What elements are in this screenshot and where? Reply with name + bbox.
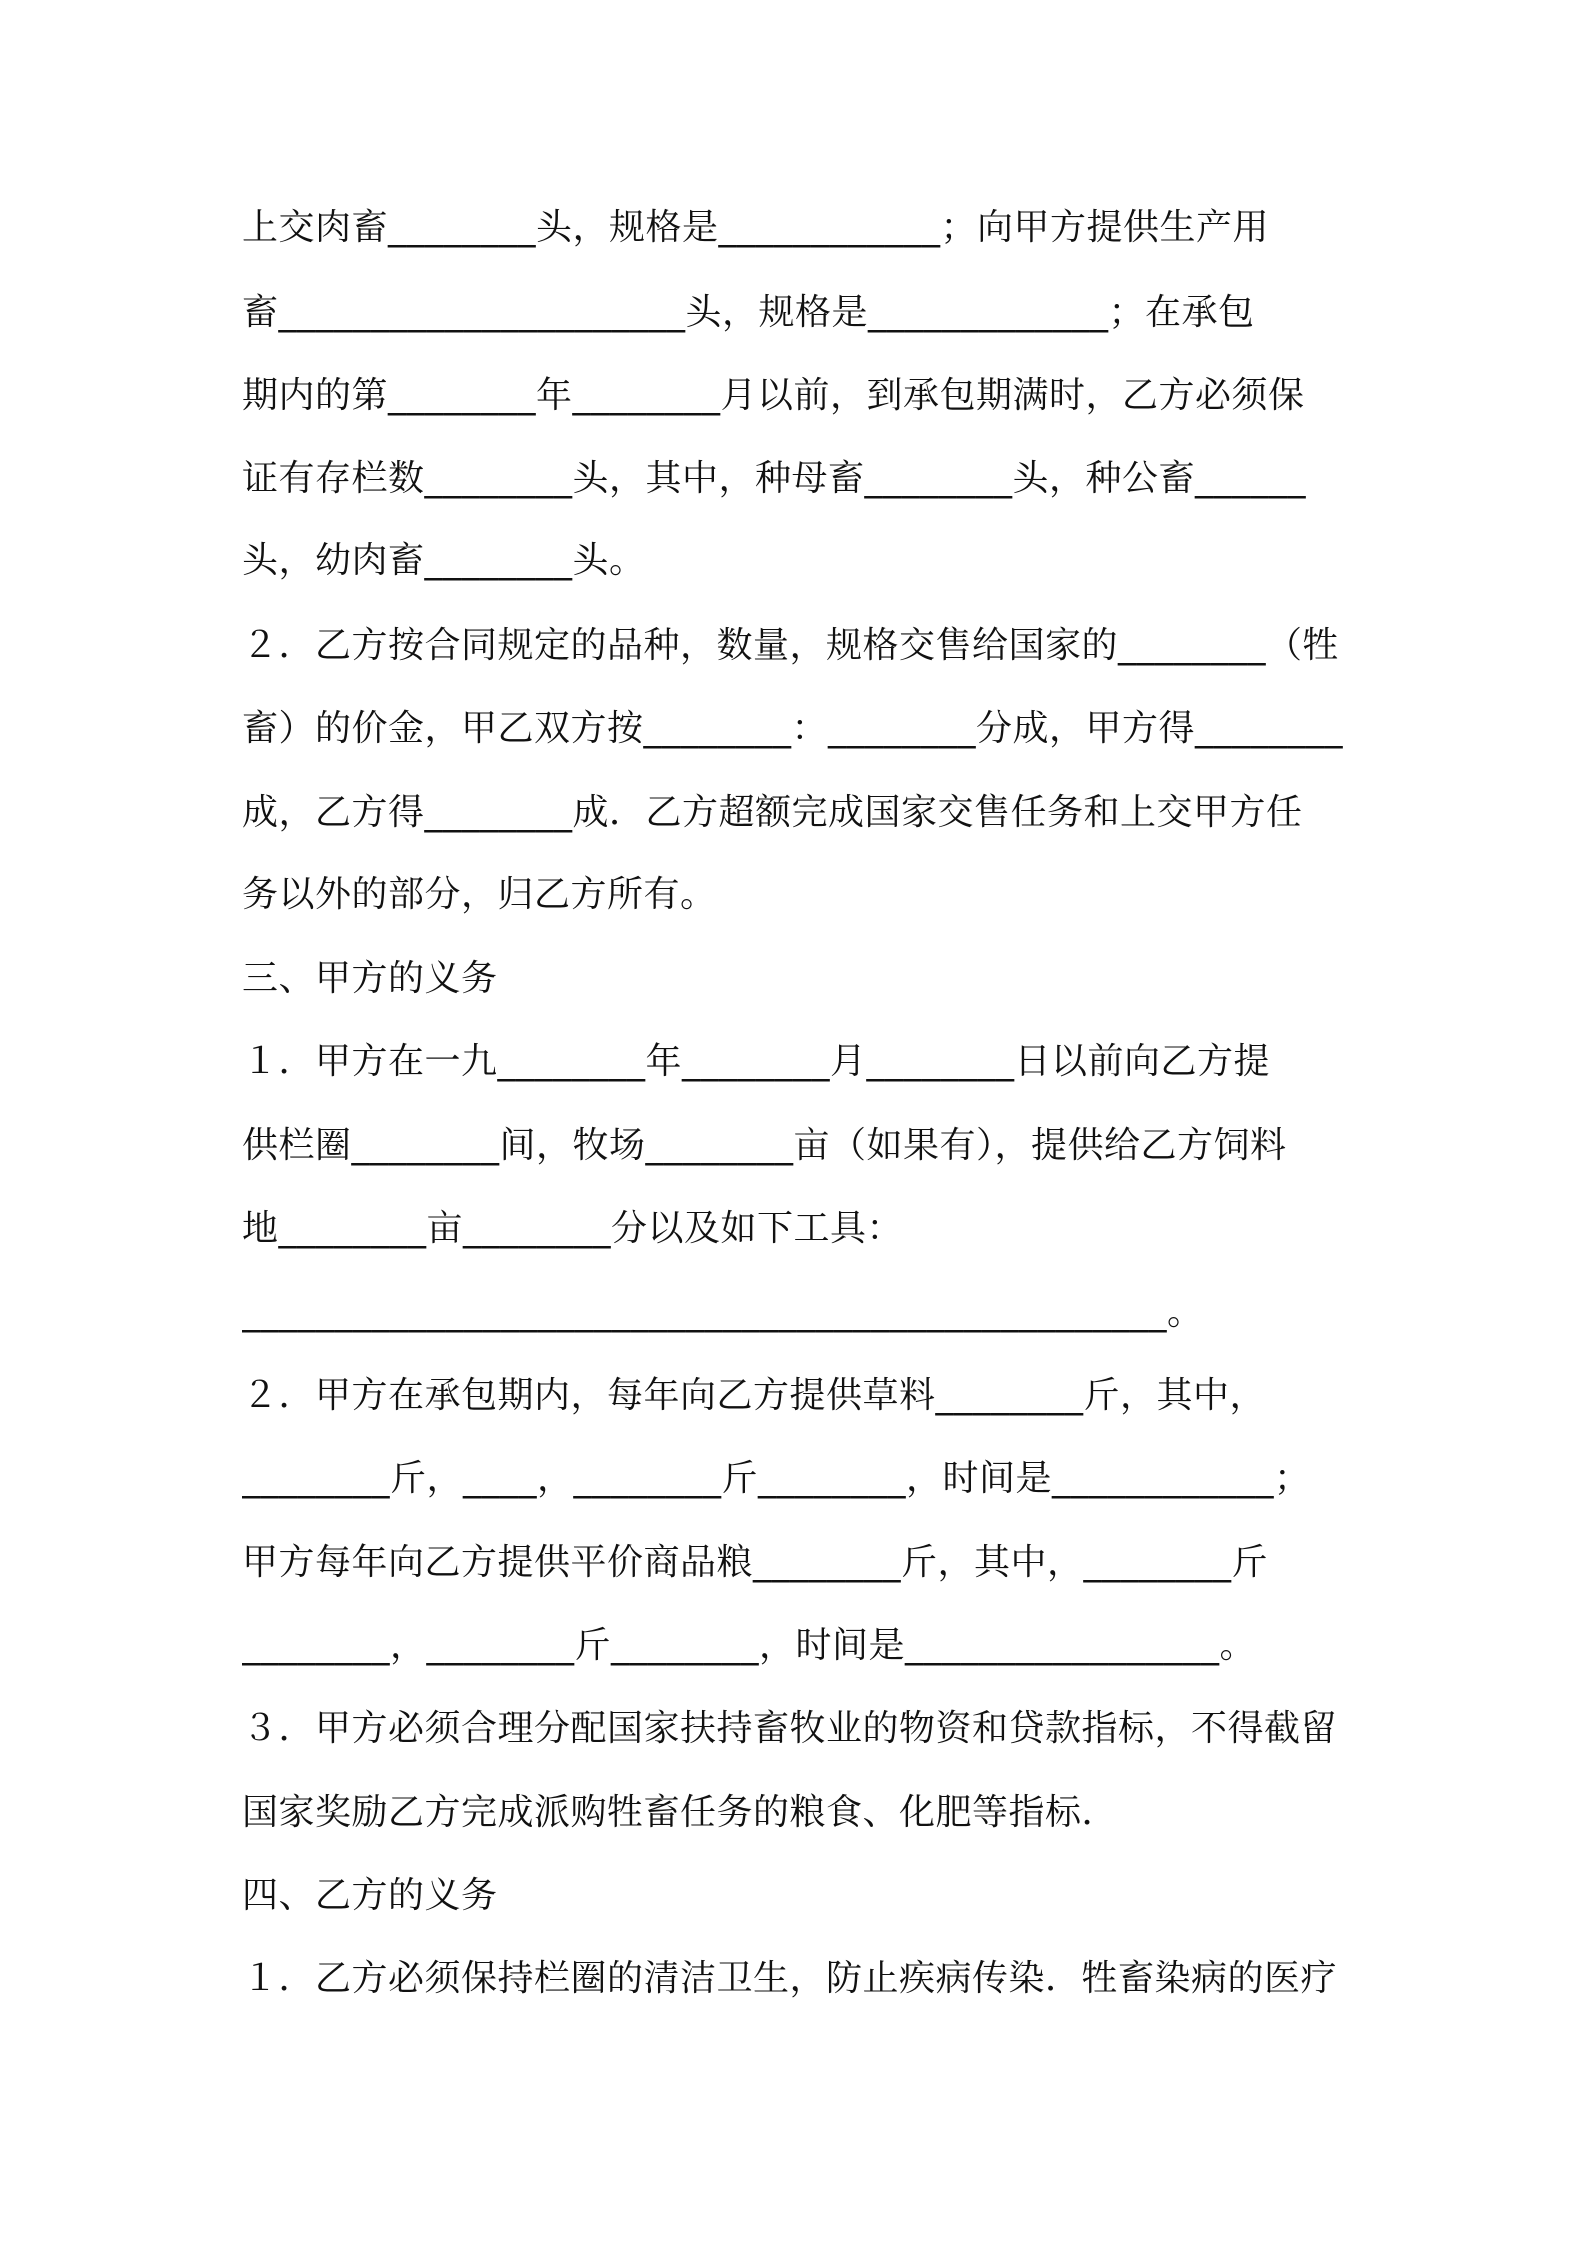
- text-line: 甲方每年向乙方提供平价商品粮________斤，其中，________斤: [242, 1542, 1269, 1583]
- text-line: 上交肉畜________头，规格是____________；向甲方提供生产用: [242, 207, 1270, 248]
- text-line: 务以外的部分，归乙方所有。: [242, 874, 717, 915]
- text-line: ________，________斤________，时间是_________________。: [242, 1625, 1257, 1666]
- text-line: 地________亩________分以及如下工具：: [242, 1208, 904, 1249]
- text-line: 期内的第________年________月以前，到承包期满时，乙方必须保: [242, 375, 1305, 416]
- section-heading: 四、乙方的义务: [242, 1875, 498, 1916]
- text-line: 畜______________________头，规格是_____________；在承包: [242, 292, 1255, 333]
- text-line: 头，幼肉畜________头。: [242, 540, 646, 581]
- text-line: 供栏圈________间，牧场________亩（如果有），提供给乙方饲料: [242, 1125, 1287, 1166]
- text-line: 证有存栏数________头，其中，种母畜________头，种公畜______: [242, 458, 1307, 499]
- text-line: ２．乙方按合同规定的品种，数量，规格交售给国家的________（牲: [242, 625, 1340, 666]
- text-line: ２．甲方在承包期内，每年向乙方提供草料________斤，其中，: [242, 1375, 1267, 1416]
- text-line: 畜）的价金，甲乙双方按________：________分成，甲方得________: [242, 708, 1344, 749]
- section-heading: 三、甲方的义务: [242, 958, 498, 999]
- text-line: ________斤，____，________斤________，时间是____________；: [242, 1458, 1311, 1499]
- text-line: 国家奖励乙方完成派购牲畜任务的粮食、化肥等指标．: [242, 1792, 1119, 1833]
- text-line: １．乙方必须保持栏圈的清洁卫生，防止疾病传染．牲畜染病的医疗: [242, 1958, 1338, 1999]
- text-line: 成，乙方得________成．乙方超额完成国家交售任务和上交甲方任: [242, 792, 1303, 833]
- text-line: ３．甲方必须合理分配国家扶持畜牧业的物资和贷款指标，不得截留: [242, 1708, 1338, 1749]
- blank-fill-line: __________________________________________________。: [242, 1292, 1204, 1333]
- text-line: １．甲方在一九________年________月________日以前向乙方提: [242, 1041, 1271, 1082]
